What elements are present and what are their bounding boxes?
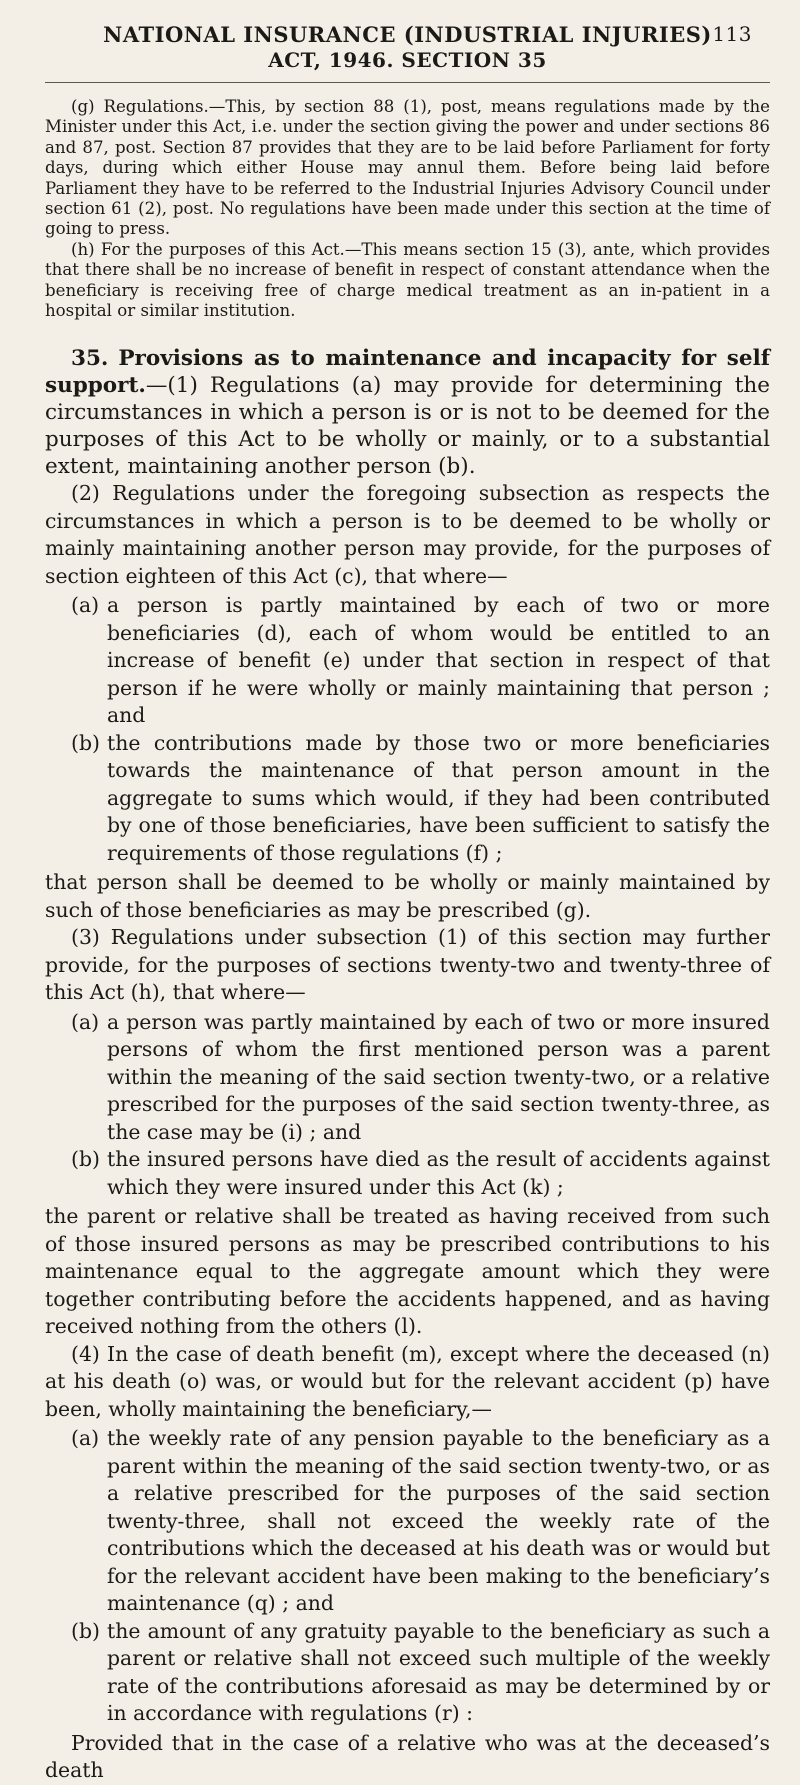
list-item xyxy=(45,730,770,868)
subsection-3: (3) Regulations under subsection (1) of this section may further provide, for the purposes of sections twenty-two and twenty-three of this Act (h), that where— xyxy=(45,925,770,1005)
act-title: NATIONAL INSURANCE (INDUSTRIAL INJURIES) xyxy=(103,22,712,47)
subsection-2-items xyxy=(45,592,770,867)
subsection-2: (2) Regulations under the foregoing subsection as respects the circumstances in which a person is to be deemed to be wholly or mainly maintaining another person may provide, for the purposes of section eighteen of this Act (c), that where— xyxy=(45,481,770,588)
list-item xyxy=(45,1146,770,1201)
running-header xyxy=(45,0,770,72)
section-number: 35. xyxy=(71,346,109,372)
item-text: the amount of any gratuity payable to the beneficiary as such a parent or relative shall not exceed such multiple of the weekly rate of the contributions aforesaid as may be determined by or in accordance with regulations (r) : xyxy=(107,1618,770,1726)
note-g: (g) Regulations.—This, by section 88 (1), post, means regulations made by the Minister under this Act, i.e. under the section giving the power and under sections 86 and 87, post. Section 87 provides that they are to be laid before Parliament for forty days, during which either House may annul them. Before being laid before Parliament they have to be referred to the Industrial Injuries Advisory Council under section 61 (2), post. No regulations have been made under this section at the time of going to press. xyxy=(45,97,770,239)
item-label: (b) xyxy=(71,1618,100,1643)
item-label: (a) xyxy=(71,1426,100,1451)
item-text: a person was partly maintained by each of two or more insured persons of whom the first mentioned person was a parent within the meaning of the said section twenty-two, or a relative prescribed for the purposes of the said section twenty-three, as the case may be (i) ; and xyxy=(107,1009,770,1144)
item-label: (a) xyxy=(71,1009,100,1034)
item-label: (b) xyxy=(71,1147,100,1172)
item-text: the contributions made by those two or more beneficiaries towards the maintenance of that person amount in the aggregate to sums which would, if they had been contributed by one of those beneficiaries, have been sufficient to satisfy the requirements of those regulations (f) ; xyxy=(107,730,770,865)
list-item xyxy=(45,1618,770,1728)
list-item xyxy=(45,1425,770,1618)
section-heading xyxy=(45,345,770,480)
item-label: (b) xyxy=(71,730,100,755)
subsection-4: (4) In the case of death benefit (m), except where the deceased (n) at his death (o) was, or would but for the relevant accident (p) have been, wholly maintaining the beneficiary,— xyxy=(45,1341,770,1421)
list-item xyxy=(45,1009,770,1147)
subsection-3-tail: the parent or relative shall be treated as having received from such of those insured persons as may be prescribed contributions to his maintenance equal to the aggregate amount which they were together contributing before the accidents happened, and as having received nothing from the others (l). xyxy=(45,1204,770,1339)
proviso: Provided that in the case of a relative who was at the deceased’s death xyxy=(45,1730,770,1783)
note-h: (h) For the purposes of this Act.—This means section 15 (3), ante, which provides that there shall be no increase of benefit in respect of constant attendance when the beneficiary is receiving free of charge medical treatment as an in-patient in a hospital or similar institution. xyxy=(45,239,770,321)
subsection-2-tail: that person shall be deemed to be wholly or mainly maintained by such of those beneficiaries as may be prescribed (g). xyxy=(45,870,770,922)
section-reference: ACT, 1946. SECTION 35 xyxy=(268,48,547,72)
item-text: the weekly rate of any pension payable to the beneficiary as a parent within the meaning of the said section twenty-two, or as a relative prescribed for the purposes of the said section twenty-three, shall not exceed the weekly rate of the contributions which the deceased at his death was or would but for the relevant accident have been making to the beneficiary’s maintenance (q) ; and xyxy=(107,1426,770,1616)
subsection-3-items xyxy=(45,1009,770,1202)
section-heading-text: Provisions as to maintenance and incapacity for self support. xyxy=(45,346,771,399)
page-number: 113 xyxy=(712,22,752,46)
subsection-4-items xyxy=(45,1425,770,1728)
item-text: a person is partly maintained by each of two or more beneficiaries (d), each of whom would be entitled to an increase of benefit (e) under that section in respect of that person if he were wholly or mainly maintaining that person ; and xyxy=(107,593,770,728)
list-item xyxy=(45,592,770,730)
item-text: the insured persons have died as the result of accidents against which they were insured under this Act (k) ; xyxy=(107,1147,770,1199)
header-rule xyxy=(45,82,770,83)
item-label: (a) xyxy=(71,593,100,618)
subsection-1: —(1) Regulations (a) may provide for determining the circumstances in which a person is or is not to be deemed for the purposes of this Act to be wholly or mainly, or to a substantial extent, maintaining another person (b). xyxy=(45,373,770,480)
